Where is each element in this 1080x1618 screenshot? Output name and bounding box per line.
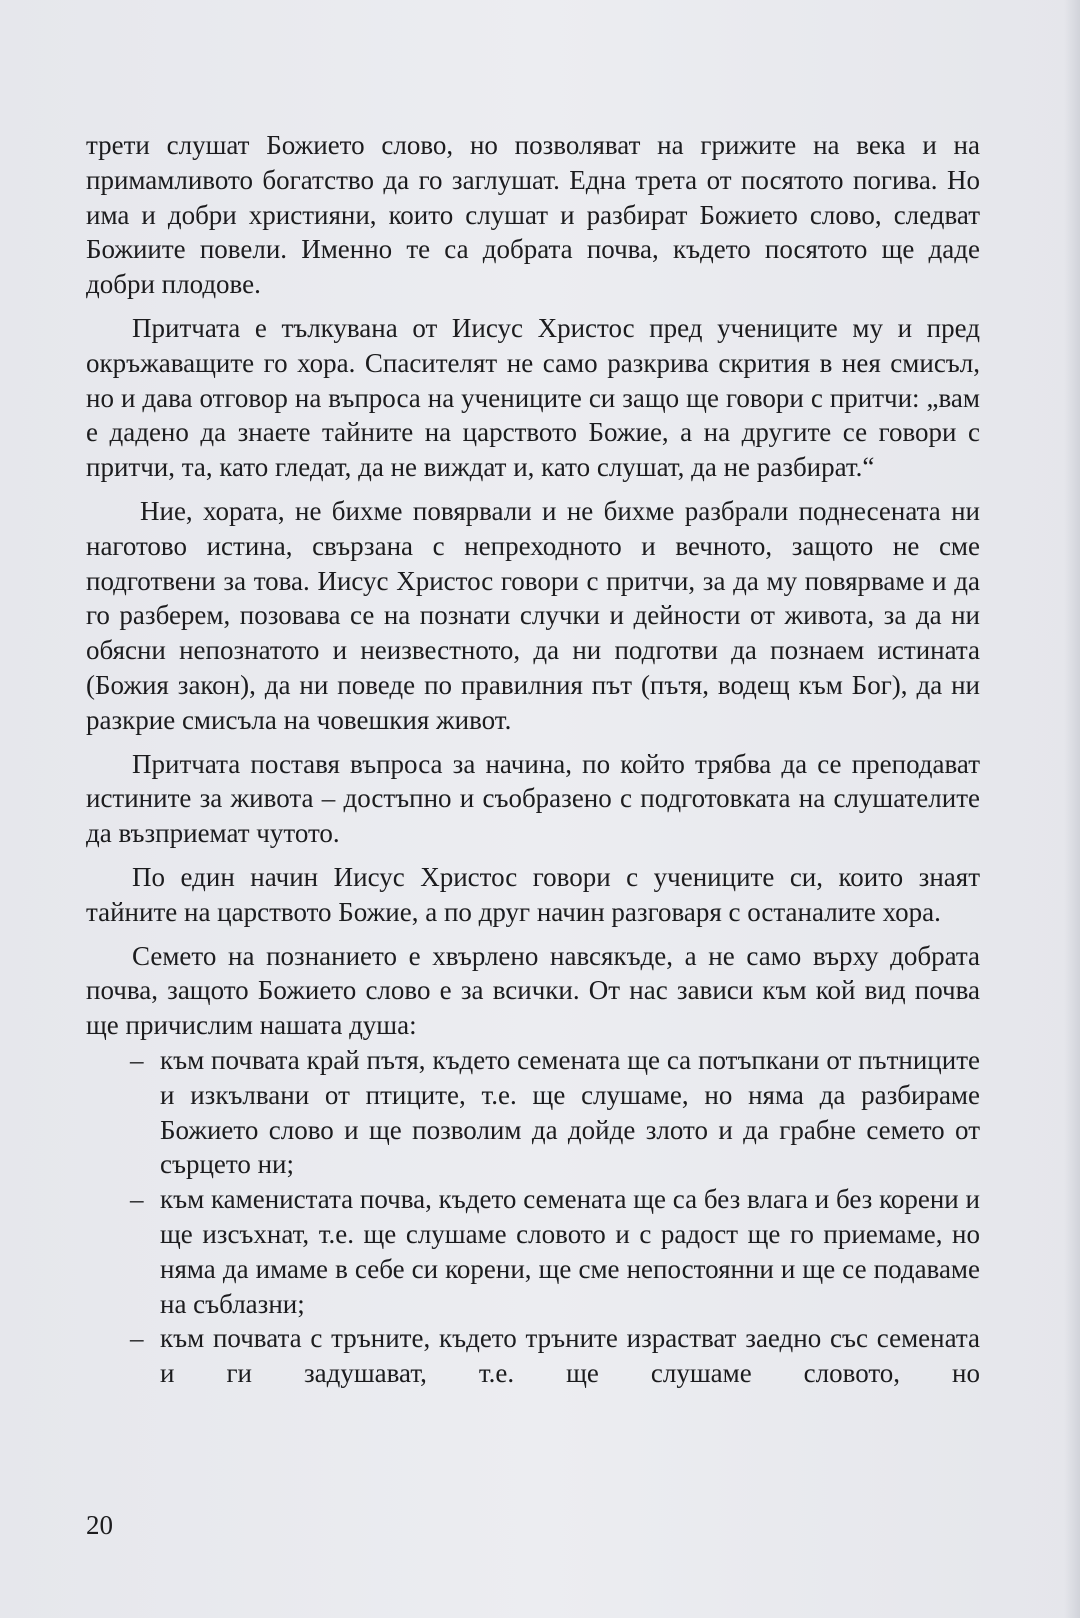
dash-marker: – — [130, 1184, 144, 1215]
dash-marker: – — [130, 1044, 144, 1075]
paragraph-parable-interpretation: Притчата е тълкувана от Иисус Христос пред учениците му и пред окръжаващите го хора. Спасителят не само разкрива скрития в нея смисъл, но и дава отговор на въпроса на учениците си защо ще говори с притчи: „вам е дадено да знаете тайните на царството Божие, а на другите се говори с притчи, та, като гледат, да не виждат и, като слушат, да не разбират.“ — [86, 312, 980, 483]
body-text — [86, 128, 980, 1391]
paragraph-teaching-method: Притчата поставя въпроса за начина, по който трябва да се преподават истините за живота – достъпно и съобразено с подготовката на слушателите да възприемат чутото. — [86, 748, 980, 849]
list-item — [86, 1321, 980, 1391]
list-item-text: към почвата с тръните, където тръните израстват заедно със семената и ги задушават, т.е. ще слушаме словото, но — [160, 1323, 980, 1389]
list-item-text: към каменистата почва, където семената ще са без влага и без корени и ще изсъхнат, т.е. ще слушаме словото и с радост ще го приемаме, но няма да имаме в себе си корени, ще сме непостоянни и ще се подаваме на съблазни; — [160, 1184, 980, 1319]
paragraph-seed-of-knowledge: Семето на познанието е хвърлено навсякъде, а не само върху добрата почва, защото Божието слово е за всички. От нас зависи към кой вид почва ще причислим нашата душа: — [86, 940, 980, 1041]
soil-types-list — [86, 1043, 980, 1391]
page-number: 20 — [86, 1510, 113, 1540]
paragraph-truth-preparation: Ние, хората, не бихме повярвали и не бихме разбрали поднесената ни наготово истина, свързана с непреходното и вечното, защото не сме подготвени за това. Иисус Христос говори с притчи, за да му повярваме и да го разберем, позовава се на познати случки и дейности от живота, за да ни обясни непознатото и неизвестното, да ни подготви да познаем истината (Божия закон), да ни поведе по правилния път (пътя, водещ към Бог), да ни разкрие смисъла на човешкия живот. — [86, 495, 980, 735]
dash-marker: – — [130, 1323, 144, 1354]
list-item — [86, 1043, 980, 1182]
list-item-text: към почвата край пътя, където семената ще са потъпкани от пътниците и изкълвани от птиците, т.е. ще слушаме, но няма да разбираме Божието слово и ще позволим да дойде злото и да грабне семето от сърцето ни; — [160, 1044, 980, 1180]
paragraph-continuation: трети слушат Божието слово, но позволяват на грижите на века и на примамливото богатство да го заглушат. Една трета от посятото погива. Но има и добри християни, които слушат и разбират Божието слово, следват Божиите повели. Именно те са добрата почва, където посятото ще даде добри плодове. — [86, 130, 980, 300]
page-edge-shadow — [1064, 0, 1080, 1618]
paragraph-two-ways: По един начин Иисус Христос говори с учениците си, които знаят тайните на царството Божие, а по друг начин разговаря с останалите хора. — [86, 861, 980, 927]
list-item — [86, 1182, 980, 1321]
